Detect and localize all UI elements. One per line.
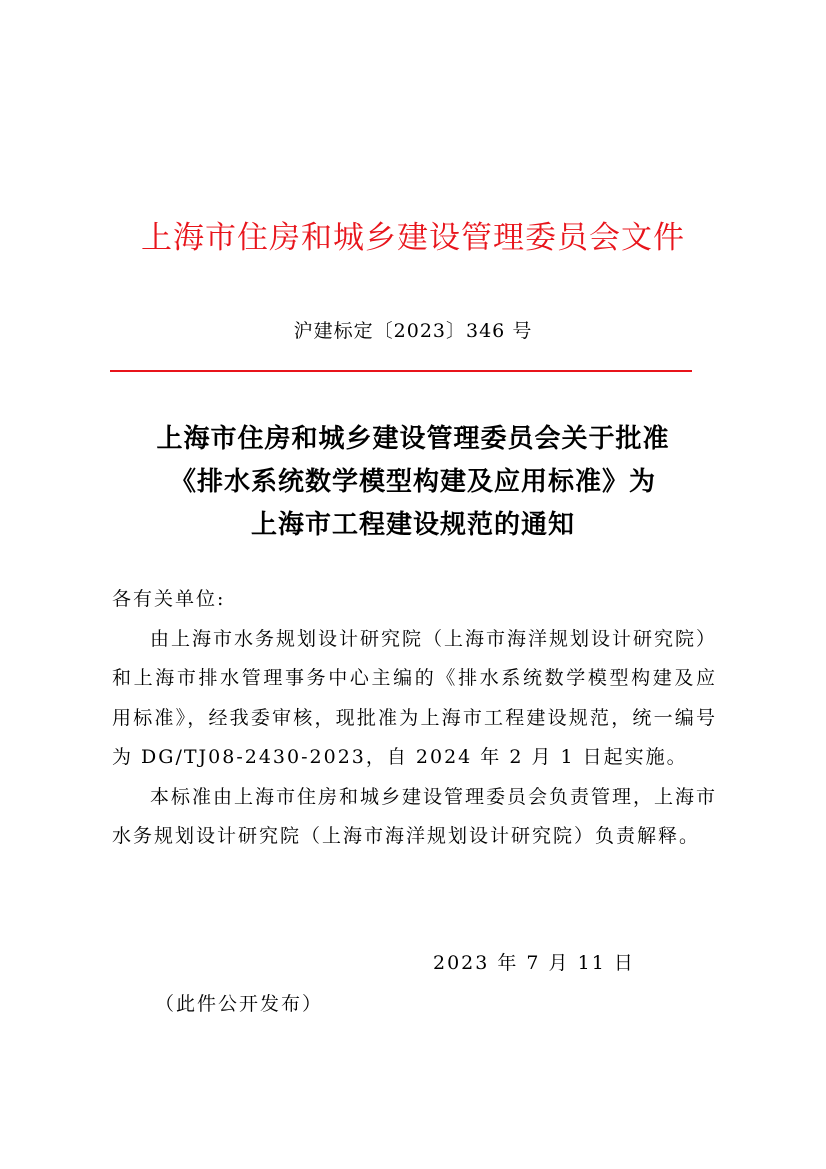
notice-title-line-2: 《排水系统数学模型构建及应用标准》为 bbox=[169, 467, 656, 497]
salutation: 各有关单位: bbox=[112, 588, 226, 610]
notice-body bbox=[112, 580, 717, 857]
notice-title-line-3: 上海市工程建设规范的通知 bbox=[250, 510, 575, 540]
publish-note: （此件公开发布） bbox=[155, 993, 324, 1015]
body-paragraph-management: 本标准由上海市住房和城乡建设管理委员会负责管理，上海市水务规划设计研究院（上海市海洋规划设计研究院）负责解释。 bbox=[112, 785, 718, 847]
issue-date: 2023 年 7 月 11 日 bbox=[433, 952, 635, 974]
red-divider-line bbox=[110, 370, 692, 372]
document-number: 沪建标定〔2023〕346 号 bbox=[293, 320, 533, 342]
document-masthead: 上海市住房和城乡建设管理委员会文件 bbox=[141, 220, 685, 256]
notice-title-line-1: 上海市住房和城乡建设管理委员会关于批准 bbox=[156, 424, 670, 454]
body-paragraph-approval: 由上海市水务规划设计研究院（上海市海洋规划设计研究院）和上海市排水管理事务中心主编的《排水系统数学模型构建及应用标准》，经我委审核，现批准为上海市工程建设规范，统一编号为 DG/TJ08-2430-2023，自 2024 年 2 月 1 日起实施。 bbox=[112, 627, 718, 768]
notice-title bbox=[40, 418, 786, 547]
